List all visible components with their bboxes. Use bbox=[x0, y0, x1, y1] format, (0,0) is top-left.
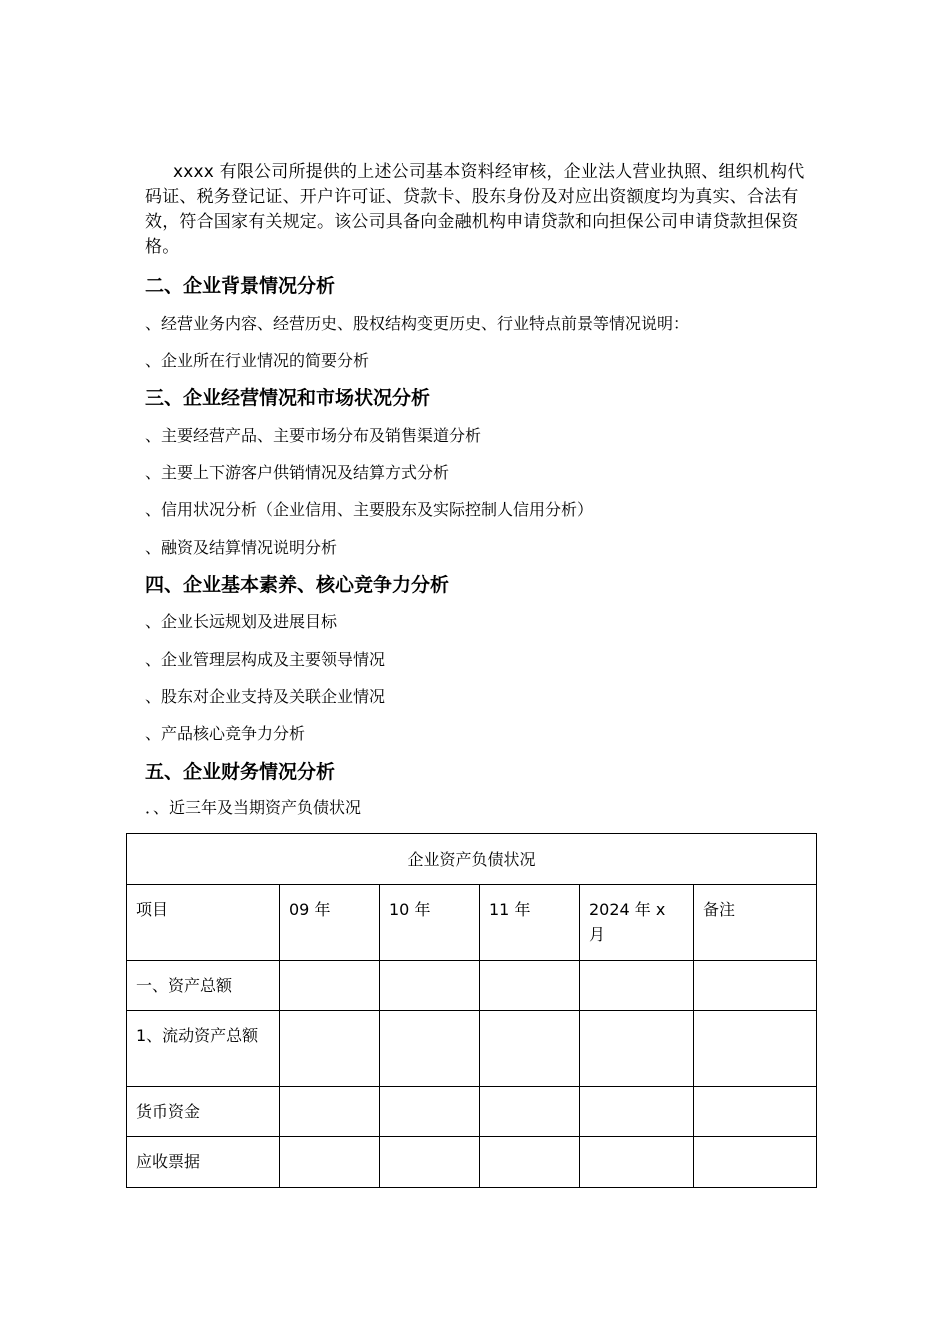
table-cell bbox=[380, 961, 480, 1011]
table-row bbox=[127, 961, 817, 1011]
table-header-cell: 项目 bbox=[127, 885, 280, 961]
table-cell bbox=[280, 1011, 380, 1087]
list-item: 、企业管理层构成及主要领导情况 bbox=[145, 650, 386, 669]
table-cell bbox=[694, 1137, 817, 1188]
table-cell bbox=[694, 1011, 817, 1087]
table-row bbox=[127, 1087, 817, 1137]
table-cell bbox=[480, 1137, 580, 1188]
list-item: 、股东对企业支持及关联企业情况 bbox=[145, 687, 386, 706]
table-header-cell: 2024 年 x 月 bbox=[580, 885, 694, 961]
table-header-cell: 11 年 bbox=[480, 885, 580, 961]
table-cell bbox=[694, 961, 817, 1011]
table-title: 企业资产负债状况 bbox=[127, 834, 817, 885]
table-row bbox=[127, 1137, 817, 1188]
section-heading-background: 二、企业背景情况分析 bbox=[145, 275, 336, 297]
list-item: 、融资及结算情况说明分析 bbox=[145, 538, 338, 557]
list-item: 、产品核心竞争力分析 bbox=[145, 724, 306, 743]
table-cell bbox=[580, 1087, 694, 1137]
table-cell bbox=[580, 961, 694, 1011]
list-item: 、信用状况分析（企业信用、主要股东及实际控制人信用分析） bbox=[145, 500, 594, 519]
table-header-row bbox=[127, 885, 817, 961]
table-row bbox=[127, 1011, 817, 1087]
table-cell bbox=[580, 1011, 694, 1087]
table-cell bbox=[380, 1087, 480, 1137]
table-title-row bbox=[127, 834, 817, 885]
balance-sheet-table bbox=[126, 833, 817, 1188]
list-item: 、经营业务内容、经营历史、股权结构变更历史、行业特点前景等情况说明： bbox=[145, 314, 690, 333]
table-cell bbox=[480, 961, 580, 1011]
table-cell bbox=[380, 1011, 480, 1087]
section-heading-finance: 五、企业财务情况分析 bbox=[145, 761, 336, 783]
row-label: 货币资金 bbox=[127, 1087, 280, 1137]
list-item: ．、近三年及当期资产负债状况 bbox=[145, 798, 362, 817]
table-cell bbox=[480, 1087, 580, 1137]
table-header-cell: 09 年 bbox=[280, 885, 380, 961]
section-heading-operations: 三、企业经营情况和市场状况分析 bbox=[145, 387, 431, 409]
table-cell bbox=[380, 1137, 480, 1188]
list-item: 、企业所在行业情况的简要分析 bbox=[145, 351, 370, 370]
table-cell bbox=[280, 1087, 380, 1137]
list-item: 、主要上下游客户供销情况及结算方式分析 bbox=[145, 463, 450, 482]
table-header-cell: 10 年 bbox=[380, 885, 480, 961]
row-label: 1、流动资产总额 bbox=[127, 1011, 280, 1087]
table-cell bbox=[694, 1087, 817, 1137]
intro-paragraph: xxxx 有限公司所提供的上述公司基本资料经审核，企业法人营业执照、组织机构代码证、税务登记证、开户许可证、贷款卡、股东身份及对应出资额度均为真实、合法有效，符合国家有关规定。该公司具备向金融机构申请贷款和向担保公司申请贷款担保资格。 bbox=[145, 162, 805, 257]
list-item: 、企业长远规划及进展目标 bbox=[145, 612, 338, 631]
section-heading-competency: 四、企业基本素养、核心竞争力分析 bbox=[145, 574, 450, 596]
table-header-cell: 备注 bbox=[694, 885, 817, 961]
table-cell bbox=[580, 1137, 694, 1188]
table-cell bbox=[280, 961, 380, 1011]
table-cell bbox=[480, 1011, 580, 1087]
row-label: 应收票据 bbox=[127, 1137, 280, 1188]
table-cell bbox=[280, 1137, 380, 1188]
row-label: 一、资产总额 bbox=[127, 961, 280, 1011]
list-item: 、主要经营产品、主要市场分布及销售渠道分析 bbox=[145, 426, 482, 445]
